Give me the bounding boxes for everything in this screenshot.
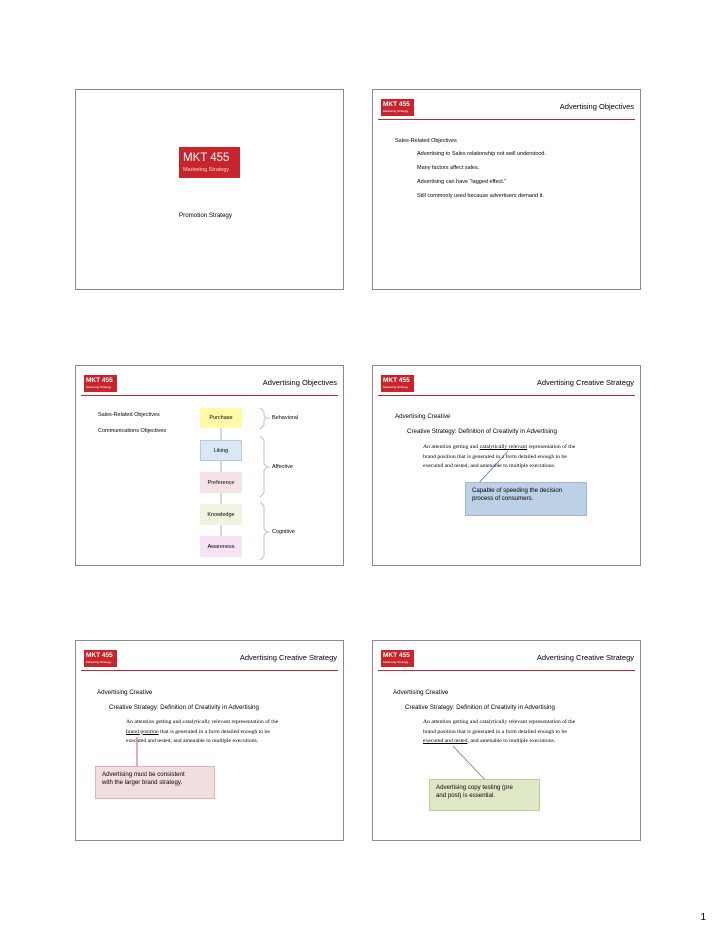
slide-title: Advertising Objectives [262,378,337,387]
bullet: Still commonly used because advertisers demand it. [417,193,544,199]
section-heading: Advertising Creative [393,689,449,696]
group-cognitive: Cognitive [272,529,295,535]
highlight-catalytically-relevant: catalytically relevant [479,444,528,450]
callout-connector [373,366,641,566]
group-affective: Affective [272,464,293,470]
logo-code: MKT 455 [383,101,410,108]
definition-line-1: An attention getting and catalytically relevant representation of the [423,719,576,725]
definition-line-3: executed and tested, and amenable to multiple executions. [126,738,259,744]
communications-objectives-label: Communications Objectives [98,428,167,434]
stage-liking: Liking [200,440,242,461]
slide-title: Advertising Creative Strategy [536,653,634,662]
title-rule [378,119,635,120]
callout-note [465,482,587,516]
slide-6 [372,640,641,841]
highlight-executed-and-tested: executed and tested [423,738,468,744]
definition-segment: representation of the [527,444,576,450]
callout-line: Capable of speeding the decision [472,487,563,494]
slide-title: Advertising Objectives [559,102,634,111]
bullet: Advertising can have “lagged effect.” [417,179,507,185]
stage-knowledge: Knowledge [200,504,242,525]
callout-connector [373,641,641,841]
logo-name: Marketing Strategy [383,385,409,389]
callout-connector [76,641,344,841]
callout-line: and post) is essential. [436,792,495,799]
bullet: Advertising to Sales relationship not well understood. [417,151,547,157]
callout-note [95,766,215,799]
logo [381,99,414,116]
group-behavioral: Behavioral [272,415,298,421]
sub-heading: Creative Strategy: Definition of Creativity in Advertising [109,704,259,711]
stage-purchase: Purchase [200,408,242,428]
definition-line-2: brand position that is generated in a form detailed enough to be [423,728,567,735]
bullet: Many factors affect sales. [417,165,480,171]
definition-segment: that is generated in a form detailed enough to be [158,728,270,735]
logo-name: Marketing Strategy [383,109,409,113]
definition-segment: An attention getting and [423,444,480,450]
callout-note [429,779,540,811]
stage-preference: Preference [200,472,242,493]
slide-subtitle: Promotion Strategy [179,212,232,219]
highlight-brand-position: brand position [126,728,159,735]
slide-2 [372,89,641,290]
logo-code: MKT 455 [86,652,113,659]
callout-line: Advertising must be consistent [102,771,185,778]
definition-line-2: brand position that is generated in a form detailed enough to be [423,453,567,460]
slide-1 [75,89,344,290]
logo-name: Marketing Strategy [86,385,112,389]
section-heading: Sales-Related Objectives [395,138,457,144]
slide-3 [75,365,344,566]
definition-segment: , and amenable to multiple executions. [467,738,556,744]
slide-4 [372,365,641,566]
section-heading: Advertising Creative [395,413,451,420]
stage-awareness: Awareness [200,536,242,557]
definition-line-3: executed and tested, and amenable to multiple executions. [423,463,556,469]
slide-5 [75,640,344,841]
course-logo [179,147,240,178]
callout-line: with the larger brand strategy. [102,779,183,786]
sub-heading: Creative Strategy: Definition of Creativity in Advertising [405,704,555,711]
logo-code: MKT 455 [383,377,410,384]
logo-name: Marketing Strategy [383,660,409,664]
callout-line: process of consumers. [472,495,534,502]
logo-name: Marketing Strategy [86,660,112,664]
callout-line: Advertising copy testing (pre [436,784,513,791]
slide-title: Advertising Creative Strategy [536,378,634,387]
logo-code: MKT 455 [383,652,410,659]
sales-objectives-label: Sales-Related Objectives [98,412,160,418]
logo-course-code: MKT 455 [183,152,230,164]
page-number: 1 [700,912,706,923]
definition-line-1: An attention getting and catalytically relevant representation of the [126,719,279,725]
section-heading: Advertising Creative [97,689,153,696]
logo-code: MKT 455 [86,377,113,384]
logo-course-name: Marketing Strategy [183,167,230,173]
slide-title: Advertising Creative Strategy [239,653,337,662]
sub-heading: Creative Strategy: Definition of Creativity in Advertising [407,428,557,435]
